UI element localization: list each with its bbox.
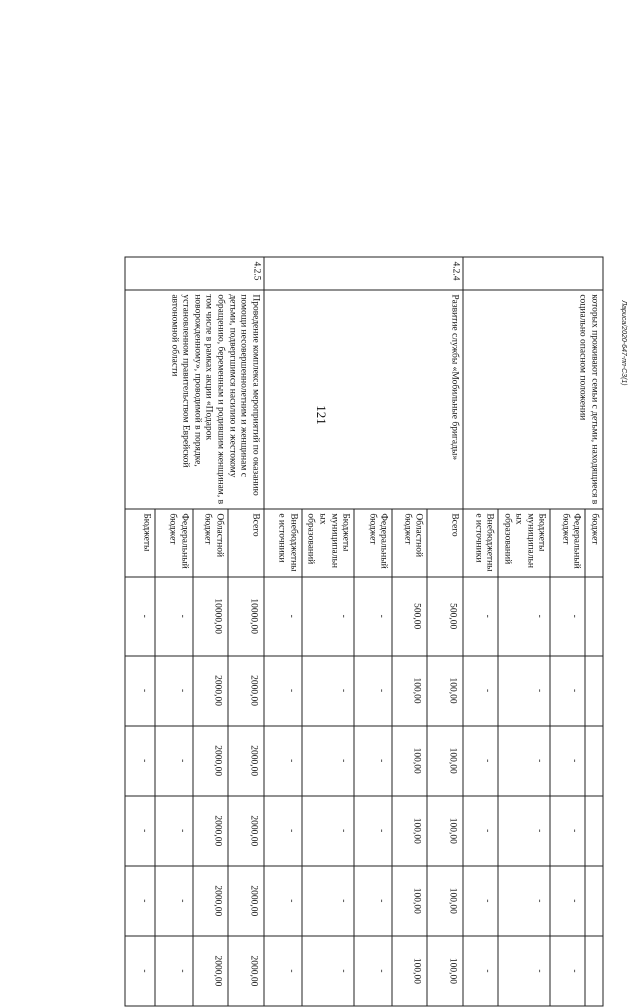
year-value: - [550, 726, 585, 796]
year-value [585, 726, 603, 796]
year-value: 100,00 [392, 656, 427, 726]
year-value: - [155, 866, 193, 936]
year-value [585, 936, 603, 1006]
funding-source: Всего [427, 509, 463, 577]
year-value: 2000,00 [193, 936, 228, 1006]
year-value: 100,00 [392, 726, 427, 796]
year-value: - [354, 796, 392, 866]
total-value: 10000,00 [193, 577, 228, 656]
total-value: - [155, 577, 193, 656]
year-value: - [550, 796, 585, 866]
item-number [463, 257, 603, 290]
year-value: - [463, 936, 498, 1006]
table-row [228, 257, 264, 1006]
total-value: - [498, 577, 550, 656]
year-value: 2000,00 [228, 796, 264, 866]
year-value: - [125, 726, 155, 796]
year-value: - [498, 936, 550, 1006]
year-value [585, 866, 603, 936]
year-value: - [125, 796, 155, 866]
year-value: - [354, 726, 392, 796]
measure-name: Проведение комплекса мероприятий по оказанию помощи несовершеннолетним и женщинам с детьми, подвергшимся насилию и жестокому обращению, беременным и родившим женщинам, в том числе в рамках акции «Подарок новорожденному», проводимой в порядке, установленном правительством Еврейской автономной области [125, 290, 264, 509]
table-row [427, 257, 463, 1006]
table-row [585, 257, 603, 1006]
year-value: - [302, 726, 354, 796]
year-value: 2000,00 [228, 726, 264, 796]
year-value: - [264, 726, 302, 796]
measure-name: которых проживают семьи с детьми, находящиеся в социально опасном положении [463, 290, 603, 509]
year-value: 2000,00 [228, 866, 264, 936]
year-value: - [302, 866, 354, 936]
year-value [585, 796, 603, 866]
year-value: 100,00 [427, 726, 463, 796]
year-value: 2000,00 [193, 726, 228, 796]
funding-source: Внебюджетные источники [463, 509, 498, 577]
year-value: - [550, 866, 585, 936]
funding-source: Областной бюджет [193, 509, 228, 577]
funding-source: Бюджеты муниципальных образований [302, 509, 354, 577]
year-value: 100,00 [427, 936, 463, 1006]
year-value: - [302, 936, 354, 1006]
total-value: - [125, 577, 155, 656]
funding-source: Областной бюджет [392, 509, 427, 577]
year-value: 100,00 [392, 796, 427, 866]
total-value: - [302, 577, 354, 656]
funding-source: Бюджеты [125, 509, 155, 577]
funding-source: бюджет [585, 509, 603, 577]
budget-table [124, 257, 603, 1007]
year-value: - [354, 866, 392, 936]
year-value: - [354, 936, 392, 1006]
year-value: 2000,00 [193, 866, 228, 936]
year-value: - [550, 656, 585, 726]
year-value: - [125, 866, 155, 936]
total-value: - [264, 577, 302, 656]
year-value: - [463, 656, 498, 726]
year-value: 100,00 [427, 866, 463, 936]
year-value: 100,00 [427, 656, 463, 726]
year-value: - [125, 656, 155, 726]
year-value: - [463, 866, 498, 936]
funding-source: Всего [228, 509, 264, 577]
year-value: - [498, 656, 550, 726]
year-value: - [155, 796, 193, 866]
total-value: - [354, 577, 392, 656]
funding-source: Федеральный бюджет [155, 509, 193, 577]
year-value: - [498, 866, 550, 936]
total-value [585, 577, 603, 656]
year-value: 100,00 [392, 936, 427, 1006]
year-value: - [264, 936, 302, 1006]
year-value: - [155, 936, 193, 1006]
year-value: - [155, 656, 193, 726]
total-value: - [550, 577, 585, 656]
document-code: Лариса/2020-647-пп-С3(1) [620, 300, 627, 386]
measure-name: Развитие службы «Мобильные бригады» [264, 290, 463, 509]
total-value: 500,00 [427, 577, 463, 656]
year-value: 2000,00 [193, 656, 228, 726]
year-value: - [155, 726, 193, 796]
year-value: - [354, 656, 392, 726]
year-value: - [498, 726, 550, 796]
year-value: - [264, 656, 302, 726]
year-value: 2000,00 [228, 656, 264, 726]
funding-source: Внебюджетные источники [264, 509, 302, 577]
year-value: - [463, 796, 498, 866]
funding-source: Федеральный бюджет [550, 509, 585, 577]
year-value: - [550, 936, 585, 1006]
total-value: 500,00 [392, 577, 427, 656]
year-value: 100,00 [427, 796, 463, 866]
year-value: 2000,00 [193, 796, 228, 866]
funding-source: Бюджеты муниципальных образований [498, 509, 550, 577]
year-value: - [125, 936, 155, 1006]
year-value: - [302, 796, 354, 866]
rotated-page [99, 257, 604, 1007]
year-value: 100,00 [392, 866, 427, 936]
total-value: - [463, 577, 498, 656]
year-value: - [302, 656, 354, 726]
year-value: - [498, 796, 550, 866]
item-number: 4.2.5 [125, 257, 264, 290]
page-number: 121 [314, 405, 329, 425]
year-value: - [463, 726, 498, 796]
year-value: - [264, 796, 302, 866]
year-value [585, 656, 603, 726]
year-value: 2000,00 [228, 936, 264, 1006]
total-value: 10000,00 [228, 577, 264, 656]
item-number: 4.2.4 [264, 257, 463, 290]
funding-source: Федеральный бюджет [354, 509, 392, 577]
year-value: - [264, 866, 302, 936]
